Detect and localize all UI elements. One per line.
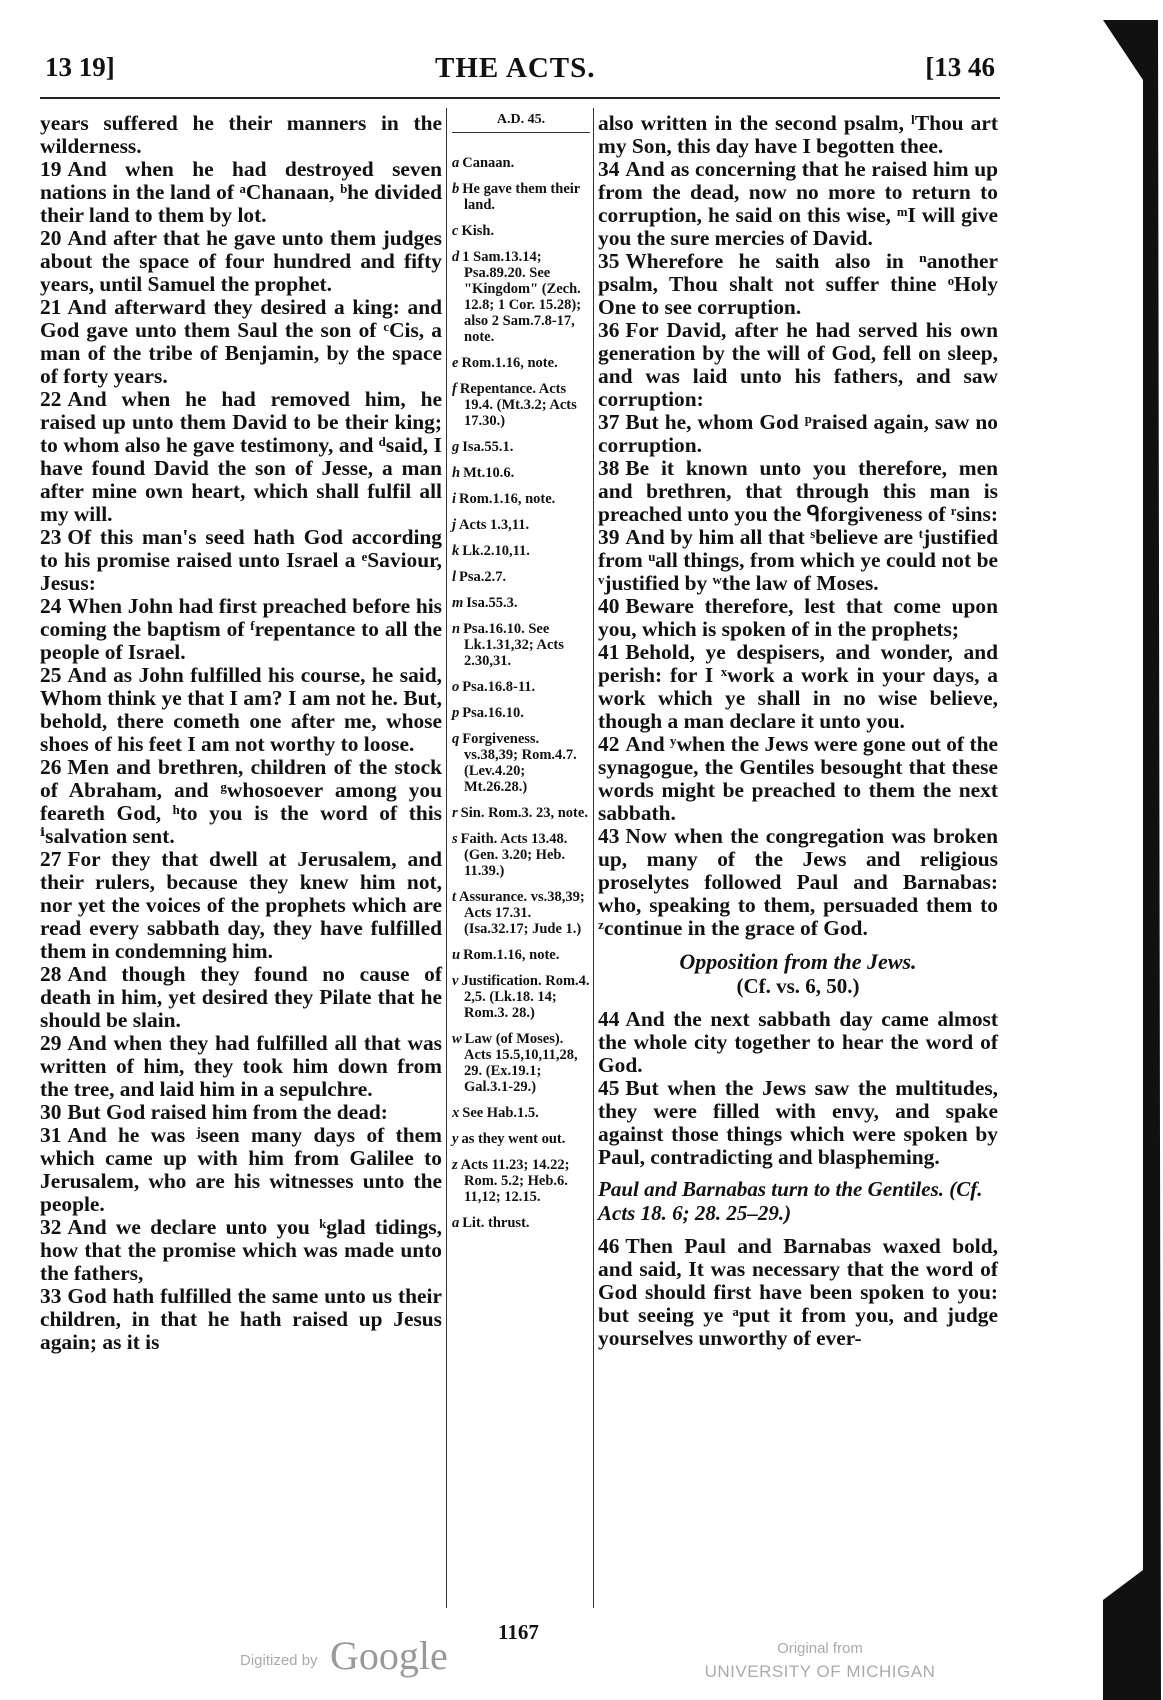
verse-34 <box>598 158 998 250</box>
verse-42 <box>598 733 998 825</box>
verse-25 <box>40 664 442 756</box>
marginal-note <box>452 705 590 721</box>
verse-23 <box>40 526 442 595</box>
verse-number: 24 <box>40 594 62 618</box>
verse-number: 28 <box>40 962 62 986</box>
note-letter: b <box>452 181 460 197</box>
reference-column <box>452 112 590 1241</box>
verse-text: And afterward they desired a king: and God gave unto them Saul the son of ᶜCis, a man of the tribe of Benjamin, by the space of forty years. <box>40 295 442 388</box>
verse-31 <box>40 1124 442 1216</box>
verse-text: And as concerning that he raised him up from the dead, now no more to return to corruption, he said on this wise, ᵐI will give you the sure mercies of David. <box>598 157 998 250</box>
verse-text: also written in the second psalm, ˡThou art my Son, this day have I begotten thee. <box>598 111 998 158</box>
verse-22 <box>40 388 442 526</box>
note-letter: r <box>452 805 458 821</box>
note-text: Psa.16.10. <box>462 705 524 721</box>
verse-text: And when he had destroyed seven nations in the land of ᵃChanaan, ᵇhe divided their land to them by lot. <box>40 157 442 227</box>
verse-text: Now when the congregation was broken up, many of the Jews and religious proselytes followed Paul and Barnabas: who, speaking to them, persuaded them to ᶻcontinue in the grace of God. <box>598 824 998 940</box>
verse-number: 30 <box>40 1100 62 1124</box>
note-text: Psa.16.10. See Lk.1.31,32; Acts 2.30,31. <box>463 621 564 669</box>
verse-number: 33 <box>40 1284 62 1308</box>
note-letter: o <box>452 679 460 695</box>
note-letter: l <box>452 569 457 585</box>
original-from-text: Original from <box>777 1640 863 1657</box>
verse-text: Men and brethren, children of the stock of Abraham, and ᵍwhosoever among you feareth God, ʰto you is the word of this ⁱsalvation sent. <box>40 755 442 848</box>
note-letter: d <box>452 249 460 265</box>
verse-46 <box>598 1235 998 1350</box>
note-letter: c <box>452 223 459 239</box>
verse-text: And he was ʲseen many days of them which came up with him from Galilee to Jerusalem, who are his witnesses unto the people. <box>40 1123 442 1216</box>
verse-text: Then Paul and Barnabas waxed bold, and said, It was necessary that the word of God should first have been spoken to you: but seeing ye ᵃput it from you, and judge yourselves unworthy of ever- <box>598 1234 998 1350</box>
verse-38 <box>598 457 998 526</box>
page-corner-shadow <box>1043 0 1163 1700</box>
verse-21 <box>40 296 442 388</box>
note-letter: m <box>452 595 464 611</box>
note-letter: u <box>452 947 461 963</box>
verse-number: 20 <box>40 226 62 250</box>
verse-continuation <box>598 112 998 158</box>
page-header <box>45 52 995 92</box>
verse-44 <box>598 1008 998 1077</box>
note-text: Kish. <box>461 223 495 239</box>
note-letter: y <box>452 1131 459 1147</box>
verse-number: 26 <box>40 755 62 779</box>
verse-text: And the next sabbath day came almost the whole city together to hear the word of God. <box>598 1007 998 1077</box>
note-text: Psa.16.8-11. <box>462 679 536 695</box>
marginal-note <box>452 465 590 481</box>
note-text: Mt.10.6. <box>463 465 515 481</box>
verse-28 <box>40 963 442 1032</box>
right-text-column <box>598 112 998 1350</box>
note-letter: f <box>452 381 457 397</box>
note-text: Rom.1.16, note. <box>463 947 560 963</box>
verse-20 <box>40 227 442 296</box>
marginal-note <box>452 1157 590 1205</box>
marginal-note <box>452 517 590 533</box>
note-text: Lk.2.10,11. <box>462 543 530 559</box>
note-letter: w <box>452 1031 462 1047</box>
verse-35 <box>598 250 998 319</box>
verse-30 <box>40 1101 442 1124</box>
header-rule <box>40 97 1000 99</box>
note-letter: x <box>452 1105 460 1121</box>
marginal-note <box>452 381 590 429</box>
verse-37 <box>598 411 998 457</box>
section-heading-opposition: Opposition from the Jews. <box>679 949 917 974</box>
marginal-note <box>452 889 590 937</box>
verse-39 <box>598 526 998 595</box>
verse-text: When John had first preached before his coming the baptism of ᶠrepentance to all the people of Israel. <box>40 594 442 664</box>
verse-41 <box>598 641 998 733</box>
note-text: See Hab.1.5. <box>462 1105 539 1121</box>
verse-text: Of this man's seed hath God according to his promise raised unto Israel a ᵉSaviour, Jesus: <box>40 525 442 595</box>
verse-text: And by him all that ˢbelieve are ᵗjustified from ᵘall things, from which ye could not be ᵛjustified by ʷthe law of Moses. <box>598 525 998 595</box>
note-text: Rom.1.16, note. <box>461 355 558 371</box>
verse-27 <box>40 848 442 963</box>
verse-32 <box>40 1216 442 1285</box>
note-text: Law (of Moses). Acts 15.5,10,11,28, 29. (Ex.19.1; Gal.3.1-29.) <box>464 1031 578 1095</box>
marginal-note <box>452 621 590 669</box>
marginal-note <box>452 569 590 585</box>
verse-number: 37 <box>598 410 620 434</box>
note-text: Sin. Rom.3. 23, note. <box>460 805 588 821</box>
note-letter: t <box>452 889 457 905</box>
verse-number: 27 <box>40 847 62 871</box>
note-letter: q <box>452 731 460 747</box>
verse-26 <box>40 756 442 848</box>
marginal-note <box>452 543 590 559</box>
verse-number: 21 <box>40 295 62 319</box>
verse-number: 45 <box>598 1076 620 1100</box>
marginal-note <box>452 1105 590 1121</box>
note-text: Lit. thrust. <box>462 1215 530 1231</box>
note-letter: i <box>452 491 457 507</box>
verse-43 <box>598 825 998 940</box>
verse-text: And though they found no cause of death in him, yet desired they Pilate that he should be slain. <box>40 962 442 1032</box>
note-text: Isa.55.3. <box>466 595 518 611</box>
marginal-note <box>452 1031 590 1095</box>
verse-number: 44 <box>598 1007 620 1031</box>
note-text: Assurance. vs.38,39; Acts 17.31. (Isa.32.17; Jude 1.) <box>459 889 585 937</box>
note-letter: s <box>452 831 458 847</box>
marginal-note <box>452 439 590 455</box>
verse-number: 46 <box>598 1234 620 1258</box>
marginal-note <box>452 491 590 507</box>
marginal-note <box>452 1215 590 1231</box>
verse-continuation <box>40 112 442 158</box>
verse-text: But he, whom God ᵖraised again, saw no corruption. <box>598 410 998 457</box>
note-text: 1 Sam.13.14; Psa.89.20. See "Kingdom" (Zech. 12.8; 1 Cor. 15.28); also 2 Sam.7.8-17, note. <box>462 249 582 345</box>
note-text: Canaan. <box>462 155 515 171</box>
verse-text: And ʸwhen the Jews were gone out of the synagogue, the Gentiles besought that these words might be preached to them the next sabbath. <box>598 732 998 825</box>
verse-text: Wherefore he saith also in ⁿanother psalm, Thou shalt not suffer thine ᵒHoly One to see corruption. <box>598 249 998 319</box>
page-number: 1167 <box>498 1620 539 1644</box>
verse-number: 38 <box>598 456 620 480</box>
verse-number: 40 <box>598 594 620 618</box>
section-heading-gentiles: Paul and Barnabas turn to the Gentiles. (Cf. Acts 18. 6; 28. 25–29.) <box>598 1177 983 1225</box>
note-text: Forgiveness. vs.38,39; Rom.4.7. (Lev.4.20; Mt.26.28.) <box>462 731 577 795</box>
marginal-note <box>452 249 590 345</box>
verse-29 <box>40 1032 442 1101</box>
verse-text: And as John fulfilled his course, he said, Whom think ye that I am? I am not he. But, behold, there cometh one after me, whose shoes of his feet I am not worthy to loose. <box>40 663 442 756</box>
verse-45 <box>598 1077 998 1169</box>
header-right-ref: [13 46 <box>925 52 995 82</box>
note-letter: p <box>452 705 460 721</box>
verses-44-45 <box>598 1008 998 1169</box>
section-subheading-cf: (Cf. vs. 6, 50.) <box>736 974 860 998</box>
verse-number: 36 <box>598 318 620 342</box>
marginal-note <box>452 181 590 213</box>
verse-text: And we declare unto you ᵏglad tidings, how that the promise which was made unto the fathers, <box>40 1215 442 1285</box>
verse-24 <box>40 595 442 664</box>
marginal-note <box>452 831 590 879</box>
verse-number: 39 <box>598 525 620 549</box>
verse-text: Be it known unto you therefore, men and brethren, that through this man is preached unto you the ᑫforgiveness of ʳsins: <box>598 456 998 526</box>
verse-number: 43 <box>598 824 620 848</box>
note-letter: z <box>452 1157 458 1173</box>
verse-text: Behold, ye despisers, and wonder, and perish: for I ˣwork a work in your days, a work which ye shall in no wise believe, though a man declare it unto you. <box>598 640 998 733</box>
verse-text: And after that he gave unto them judges about the space of four hundred and fifty years, until Samuel the prophet. <box>40 226 442 296</box>
verse-number: 32 <box>40 1215 62 1239</box>
column-divider-left <box>446 108 447 1608</box>
note-letter: h <box>452 465 461 481</box>
note-letter: a <box>452 1215 460 1231</box>
note-text: Repentance. Acts 19.4. (Mt.3.2; Acts 17.30.) <box>459 381 577 429</box>
verse-number: 35 <box>598 249 620 273</box>
note-letter: n <box>452 621 461 637</box>
note-letter: e <box>452 355 459 371</box>
column-divider-right <box>593 108 594 1608</box>
note-text: Justification. Rom.4. 2,5. (Lk.18. 14; Rom.3. 28.) <box>461 973 590 1021</box>
marginal-notes <box>452 155 590 1231</box>
verse-number: 41 <box>598 640 620 664</box>
university-text: UNIVERSITY OF MICHIGAN <box>704 1662 936 1681</box>
marginal-note <box>452 973 590 1021</box>
marginal-note <box>452 223 590 239</box>
note-text: Faith. Acts 13.48. (Gen. 3.20; Heb. 11.39.) <box>460 831 568 879</box>
note-text: He gave them their land. <box>462 181 580 213</box>
note-letter: v <box>452 973 459 989</box>
verse-text: And when they had fulfilled all that was written of him, they took him down from the tree, and laid him in a sepulchre. <box>40 1031 442 1101</box>
verse-19 <box>40 158 442 227</box>
note-text: Rom.1.16, note. <box>459 491 556 507</box>
marginal-note <box>452 595 590 611</box>
verse-number: 29 <box>40 1031 62 1055</box>
left-text-column <box>40 112 442 1354</box>
verse-number: 25 <box>40 663 62 687</box>
marginal-note <box>452 947 590 963</box>
verse-number: 22 <box>40 387 62 411</box>
note-text: Acts 1.3,11. <box>459 517 530 533</box>
marginal-note <box>452 805 590 821</box>
note-text: Isa.55.1. <box>462 439 514 455</box>
verse-text: But God raised him from the dead: <box>67 1100 388 1124</box>
note-letter: g <box>452 439 460 455</box>
note-text: Acts 11.23; 14.22; Rom. 5.2; Heb.6. 11,12; 12.15. <box>460 1157 570 1205</box>
date-label: A.D. 45. <box>452 112 590 133</box>
verse-text: For David, after he had served his own generation by the will of God, fell on sleep, and was laid unto his fathers, and saw corruption: <box>598 318 998 411</box>
marginal-note <box>452 679 590 695</box>
verse-number: 19 <box>40 157 62 181</box>
digitized-by-text: Digitized by <box>240 1652 318 1669</box>
note-letter: a <box>452 155 460 171</box>
verse-46 <box>598 1235 998 1350</box>
note-text: Psa.2.7. <box>459 569 507 585</box>
verse-number: 34 <box>598 157 620 181</box>
verse-text: Beware therefore, lest that come upon you, which is spoken of in the prophets; <box>598 594 998 641</box>
note-letter: j <box>452 517 457 533</box>
google-logo: Google <box>330 1633 448 1678</box>
book-title: THE ACTS. <box>435 52 596 84</box>
verse-text: For they that dwell at Jerusalem, and their rulers, because they knew him not, nor yet the voices of the prophets which are read every sabbath day, they have fulfilled them in condemning him. <box>40 847 442 963</box>
verse-text: But when the Jews saw the multitudes, they were filled with envy, and spake against those things which were spoken by Paul, contradicting and blaspheming. <box>598 1076 998 1169</box>
verse-36 <box>598 319 998 411</box>
marginal-note <box>452 155 590 171</box>
note-letter: k <box>452 543 460 559</box>
marginal-note <box>452 355 590 371</box>
note-text: as they went out. <box>461 1131 566 1147</box>
verses-34-43 <box>598 112 998 940</box>
verse-text: And when he had removed him, he raised up unto them David to be their king; to whom also he gave testimony, and ᵈsaid, I have found David the son of Jesse, a man after mine own heart, which shall fulfil all my will. <box>40 387 442 526</box>
header-left-ref: 13 19] <box>45 52 115 82</box>
marginal-note <box>452 731 590 795</box>
verse-text: years suffered he their manners in the wilderness. <box>40 111 442 158</box>
verse-number: 23 <box>40 525 62 549</box>
verse-40 <box>598 595 998 641</box>
marginal-note <box>452 1131 590 1147</box>
verse-33 <box>40 1285 442 1354</box>
verse-number: 31 <box>40 1123 62 1147</box>
verse-text: God hath fulfilled the same unto us their children, in that he hath raised up Jesus again; as it is <box>40 1284 442 1354</box>
verse-number: 42 <box>598 732 620 756</box>
